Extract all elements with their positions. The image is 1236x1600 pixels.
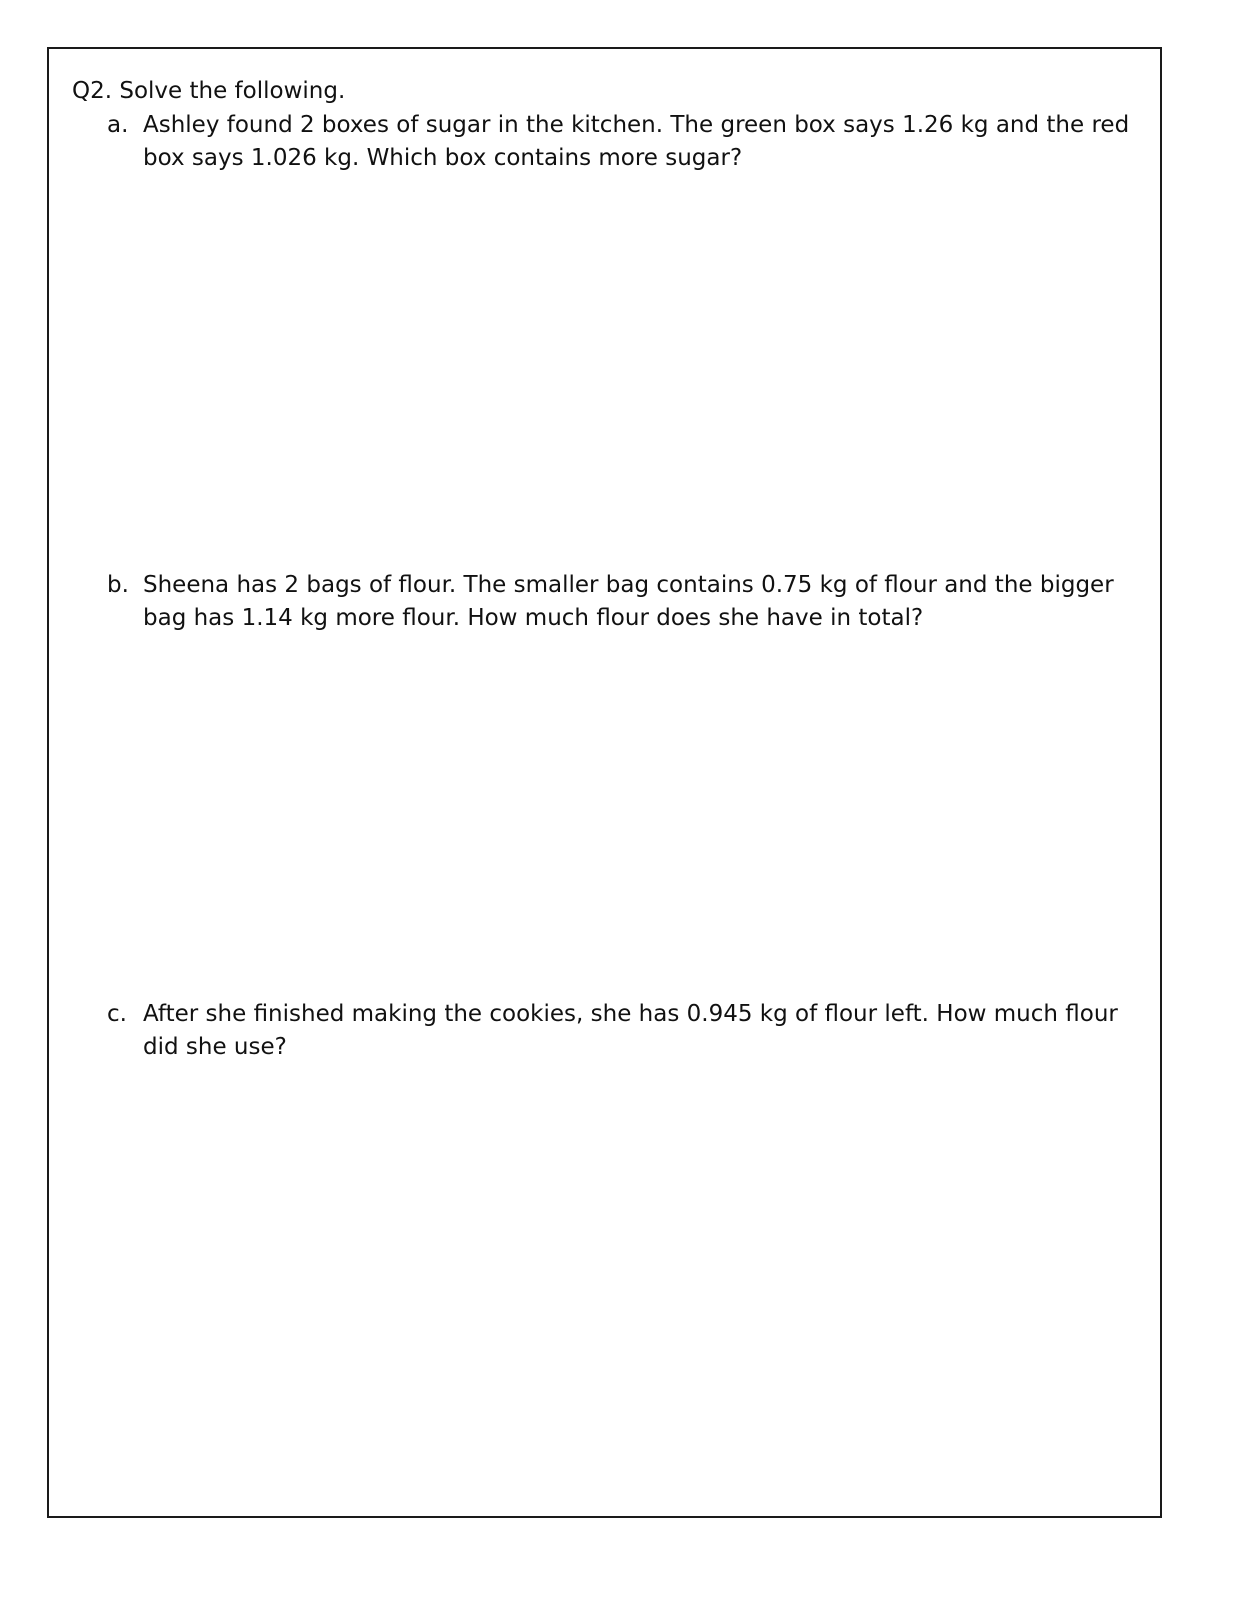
problem-c-marker: c. xyxy=(107,1001,127,1027)
problem-a-marker: a. xyxy=(107,112,129,138)
problem-a xyxy=(107,109,1147,175)
question-heading: Q2. Solve the following. xyxy=(72,78,346,104)
problem-a-text: Ashley found 2 boxes of sugar in the kitchen. The green box says 1.26 kg and the red box says 1.026 kg. Which box contains more sugar? xyxy=(143,112,1130,171)
problem-c-text: After she finished making the cookies, she has 0.945 kg of flour left. How much flour did she use? xyxy=(143,1001,1118,1060)
problem-b-marker: b. xyxy=(107,572,129,598)
worksheet-frame xyxy=(47,47,1162,1518)
problem-b xyxy=(107,569,1147,635)
problem-c xyxy=(107,998,1147,1064)
problem-b-text: Sheena has 2 bags of flour. The smaller bag contains 0.75 kg of flour and the bigger bag has 1.14 kg more flour. How much flour does she have in total? xyxy=(143,572,1114,631)
